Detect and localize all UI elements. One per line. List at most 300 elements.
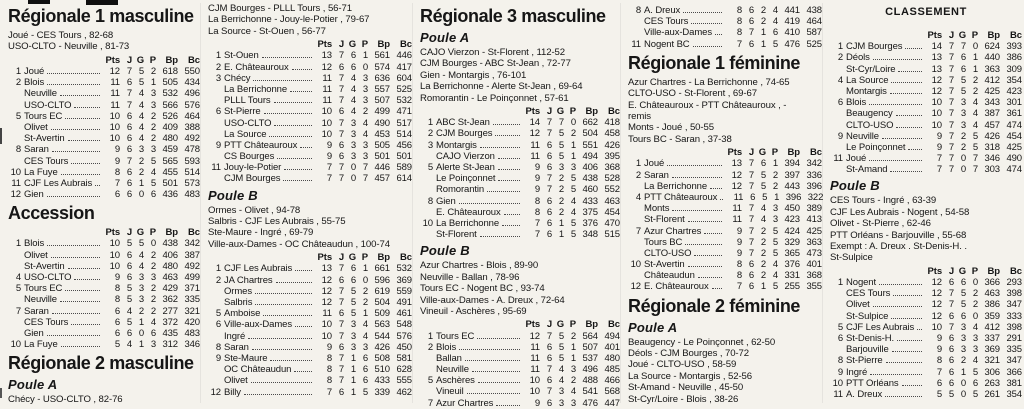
team-cell xyxy=(433,162,523,173)
table-row xyxy=(8,66,200,77)
dotted-leader xyxy=(869,98,922,105)
stat-cell: 11 xyxy=(530,352,540,364)
stat-cell: 478 xyxy=(184,144,200,156)
dotted-leader xyxy=(896,109,922,116)
stat-cell: 0 xyxy=(972,41,978,53)
table-row xyxy=(208,275,412,286)
stat-cell: 490 xyxy=(1006,153,1022,165)
stat-cell: 3 xyxy=(570,161,576,173)
stat-cell: 4 xyxy=(772,5,778,16)
stat-cell: 480 xyxy=(604,352,620,364)
stat-cell: 6 xyxy=(546,150,552,162)
stat-cell: 6 xyxy=(350,274,356,286)
team-cell xyxy=(433,353,523,364)
dotted-leader xyxy=(498,163,520,170)
team-cell xyxy=(221,106,315,117)
stat-cell: 454 xyxy=(1006,130,1022,142)
stat-cell: 1 xyxy=(558,229,564,241)
stat-cell: 12 xyxy=(931,74,942,86)
section-title: CLASSEMENT xyxy=(885,6,967,18)
stat-cell: 7 xyxy=(338,297,344,309)
stat-cell: 10 xyxy=(109,238,120,250)
stat-cell: 5 xyxy=(138,66,144,77)
stat-cell: 9 xyxy=(326,341,332,353)
stat-cell: 4 xyxy=(138,110,144,122)
stat-cell: 557 xyxy=(374,83,390,95)
team-name: Azur Chartres xyxy=(644,225,702,237)
stat-cell: 7 xyxy=(326,162,332,174)
stat-cell: 346 xyxy=(984,153,1000,165)
stat-cell: 6 xyxy=(126,110,132,122)
poule-label: Poule B xyxy=(420,243,470,259)
dotted-leader xyxy=(47,67,100,74)
stat-cell: 457 xyxy=(984,119,1000,131)
stat-cell: 1 xyxy=(760,281,766,293)
stat-cell: 2 xyxy=(150,249,156,261)
dotted-leader xyxy=(882,132,922,139)
stat-cell: 2 xyxy=(972,288,978,300)
stat-cell: 501 xyxy=(162,177,178,189)
dotted-leader xyxy=(276,276,312,283)
column-2 xyxy=(200,3,412,403)
stat-cell: 9 xyxy=(114,272,120,283)
stat-cell: 342 xyxy=(184,238,200,250)
team-cell xyxy=(21,238,103,249)
rank-cell: 3 xyxy=(427,139,433,151)
stat-cell: 3 xyxy=(350,330,356,342)
team-name: Gien xyxy=(24,327,44,339)
stat-cell: 6 xyxy=(338,139,344,151)
team-name: CLTO-USO xyxy=(846,119,894,131)
stat-cell: 2 xyxy=(760,225,766,237)
stat-cell: 12 xyxy=(931,310,942,322)
rank-cell: 1 xyxy=(427,330,433,342)
stat-cell: 7 xyxy=(936,366,942,378)
team-cell xyxy=(641,181,725,192)
stat-cell: 0 xyxy=(960,388,966,400)
table-row xyxy=(208,263,412,274)
team-cell xyxy=(21,88,103,99)
team-name: Blois xyxy=(846,97,867,109)
team-cell xyxy=(641,158,725,169)
stat-cell: 366 xyxy=(1006,366,1022,378)
table-row xyxy=(628,158,822,169)
header-label: Pts xyxy=(105,227,120,239)
result-line: CLTO-USO - St-Florent , 69-67 xyxy=(628,88,757,100)
stat-cell: 7 xyxy=(972,153,978,165)
stat-cell: 10 xyxy=(109,260,120,272)
stat-cell: 7 xyxy=(948,108,954,120)
team-cell xyxy=(843,97,925,108)
stat-cell: 8 xyxy=(114,283,120,295)
stat-cell: 463 xyxy=(984,288,1000,300)
header-label: G xyxy=(556,106,564,118)
standings-table xyxy=(830,266,1022,400)
stat-cell: 419 xyxy=(784,16,800,28)
stat-cell: 9 xyxy=(936,130,942,142)
stat-cell: 6 xyxy=(972,377,978,389)
stat-cell: 7 xyxy=(546,117,552,129)
team-name: St-Denis-H. xyxy=(846,333,894,344)
stat-cell: 7 xyxy=(558,117,564,129)
header-label: Bc xyxy=(608,319,620,331)
dotted-leader xyxy=(891,312,922,319)
stat-cell: 7 xyxy=(546,364,552,376)
stat-cell: 13 xyxy=(731,158,742,170)
stat-cell: 7 xyxy=(748,225,754,237)
team-cell xyxy=(843,311,925,322)
stat-cell: 7 xyxy=(534,217,540,229)
team-name: Aschères xyxy=(436,375,475,387)
team-name: Joué xyxy=(846,153,867,165)
stat-cell: 6 xyxy=(948,366,954,378)
team-name: E. Châteauroux xyxy=(644,281,709,293)
team-cell xyxy=(221,319,315,330)
stat-cell: 5 xyxy=(114,339,120,351)
table-row xyxy=(628,203,822,214)
stat-cell: 3 xyxy=(960,119,966,131)
stat-cell: 11 xyxy=(322,95,332,107)
header-label: G xyxy=(758,147,766,159)
dotted-leader xyxy=(869,154,922,161)
stat-cell: 4 xyxy=(972,97,978,109)
stat-cell: 12 xyxy=(321,61,332,73)
header-label: Pts xyxy=(317,39,332,51)
rank-cell: 9 xyxy=(215,139,221,151)
stat-cell: 9 xyxy=(736,225,742,237)
stat-cell: 2 xyxy=(150,305,156,317)
stat-cell: 12 xyxy=(321,297,332,309)
stat-cell: 5 xyxy=(150,177,156,189)
stat-cell: 435 xyxy=(162,327,178,339)
stat-cell: 12 xyxy=(321,274,332,286)
stat-cell: 3 xyxy=(960,321,966,333)
dotted-leader xyxy=(248,332,312,339)
team-cell xyxy=(641,270,725,281)
table-row xyxy=(8,156,200,167)
stat-cell: 6 xyxy=(126,166,132,178)
standings-header xyxy=(8,227,200,238)
stat-cell: 425 xyxy=(984,85,1000,97)
stat-cell: 2 xyxy=(558,206,564,218)
team-name: St-Avertin xyxy=(644,259,685,271)
team-cell xyxy=(843,41,925,52)
stat-cell: 7 xyxy=(338,364,344,376)
team-name: Olivet xyxy=(24,249,48,261)
rank-cell: 4 xyxy=(837,74,843,86)
stat-cell: 5 xyxy=(350,285,356,297)
stat-cell: 7 xyxy=(546,173,552,185)
stat-cell: 1 xyxy=(362,308,368,320)
dotted-leader xyxy=(898,65,922,72)
stat-cell: 10 xyxy=(931,108,942,120)
section-title: Régionale 2 masculine xyxy=(8,353,194,374)
stat-cell: 376 xyxy=(784,259,800,271)
stat-cell: 4 xyxy=(972,321,978,333)
team-cell xyxy=(843,322,925,333)
stat-cell: 10 xyxy=(529,375,540,387)
dotted-leader xyxy=(68,262,100,269)
table-row xyxy=(628,16,822,27)
team-cell xyxy=(221,297,315,308)
stat-cell: 348 xyxy=(582,229,598,241)
dotted-leader xyxy=(300,141,312,148)
stat-cell: 14 xyxy=(931,41,942,53)
stat-cell: 343 xyxy=(984,97,1000,109)
stat-cell: 470 xyxy=(604,217,620,229)
stat-cell: 6 xyxy=(748,281,754,293)
table-row xyxy=(628,181,822,192)
result-line: Ville-aux-Dames - A. Dreux , 72-64 xyxy=(420,294,565,306)
stat-cell: 6 xyxy=(546,397,552,409)
stat-cell: 7 xyxy=(338,162,344,174)
team-cell xyxy=(641,214,725,225)
table-row xyxy=(628,259,822,270)
stat-cell: 7 xyxy=(338,263,344,275)
stat-cell: 6 xyxy=(362,364,368,376)
team-name: CLTO-USO xyxy=(644,247,692,259)
rank-cell: 1 xyxy=(635,158,641,170)
stat-cell: 464 xyxy=(184,110,200,122)
stat-cell: 6 xyxy=(126,144,132,156)
rank-cell: 12 xyxy=(10,189,21,201)
team-name: Salbris xyxy=(224,297,253,309)
dotted-leader xyxy=(893,289,922,296)
poule-label: Poule A xyxy=(420,30,470,45)
dotted-leader xyxy=(493,118,520,125)
stat-cell: 406 xyxy=(582,161,598,173)
stat-cell: 509 xyxy=(374,308,390,320)
stat-cell: 8 xyxy=(736,270,742,282)
stat-cell: 8 xyxy=(534,195,540,207)
table-row xyxy=(420,353,620,364)
dotted-leader xyxy=(274,96,312,103)
table-row xyxy=(8,261,200,272)
stat-cell: 301 xyxy=(1006,97,1022,109)
stat-cell: 473 xyxy=(806,247,822,259)
table-row xyxy=(420,117,620,128)
stat-cell: 544 xyxy=(374,330,390,342)
stat-cell: 4 xyxy=(570,195,576,207)
result-line: Ormes - Olivet , 94-78 xyxy=(208,204,301,216)
stat-cell: 3 xyxy=(350,151,356,163)
rank-cell: 2 xyxy=(427,341,433,353)
stat-cell: 9 xyxy=(936,141,942,153)
stat-cell: 6 xyxy=(546,352,552,364)
stat-cell: 10 xyxy=(109,110,120,122)
header-label: Bc xyxy=(400,252,412,264)
stat-cell: 335 xyxy=(1006,344,1022,356)
rank-cell: 3 xyxy=(215,72,221,84)
stat-cell: 329 xyxy=(784,236,800,248)
stat-cell: 2 xyxy=(150,260,156,272)
rank-cell: 10 xyxy=(422,217,433,229)
team-cell xyxy=(843,389,925,400)
team-name: ABC St-Jean xyxy=(436,117,490,129)
rank-cell: 1 xyxy=(215,263,221,275)
table-row xyxy=(208,375,412,386)
header-label: G xyxy=(348,39,356,51)
stat-cell: 8 xyxy=(736,259,742,271)
stat-cell: 12 xyxy=(529,128,540,140)
dotted-leader xyxy=(892,345,922,352)
header-label: P xyxy=(569,319,576,331)
stat-cell: 11 xyxy=(732,203,742,215)
team-cell xyxy=(221,140,315,151)
stat-cell: 7 xyxy=(338,72,344,84)
stat-cell: 397 xyxy=(784,169,800,181)
stat-cell: 517 xyxy=(396,117,412,129)
stat-cell: 2 xyxy=(760,5,766,16)
team-cell xyxy=(843,164,925,175)
stat-cell: 354 xyxy=(1006,74,1022,86)
dotted-leader xyxy=(61,168,100,175)
stat-cell: 496 xyxy=(582,364,598,376)
stat-cell: 3 xyxy=(960,333,966,344)
stat-cell: 7 xyxy=(126,88,132,100)
rank-cell: 7 xyxy=(15,305,21,317)
stat-cell: 7 xyxy=(748,247,754,259)
team-cell xyxy=(843,75,925,86)
column-4 xyxy=(620,3,822,403)
dotted-leader xyxy=(61,340,100,347)
stat-cell: 9 xyxy=(736,247,742,259)
stat-cell: 6 xyxy=(126,189,132,201)
stat-cell: 596 xyxy=(374,274,390,286)
stat-cell: 10 xyxy=(931,321,942,333)
stat-cell: 455 xyxy=(162,166,178,178)
header-label: Bc xyxy=(400,39,412,51)
dotted-leader xyxy=(472,365,520,372)
poule-label: Poule A xyxy=(628,319,678,335)
stat-cell: 2 xyxy=(772,180,778,192)
stat-cell: 321 xyxy=(984,355,1000,367)
stat-cell: 1 xyxy=(760,27,766,39)
dotted-leader xyxy=(244,388,312,395)
stat-cell: 322 xyxy=(807,191,824,203)
team-cell xyxy=(843,378,925,389)
header-label: G xyxy=(958,265,966,277)
stat-cell: 12 xyxy=(931,299,942,311)
stat-cell: 2 xyxy=(972,299,978,311)
stat-cell: 438 xyxy=(806,5,822,16)
team-name: Nogent BC xyxy=(644,38,690,50)
stat-cell: 5 xyxy=(960,299,966,311)
stat-cell: 1 xyxy=(138,316,144,328)
table-row xyxy=(628,214,822,225)
stat-cell: 6 xyxy=(748,16,754,28)
stat-cell: 7 xyxy=(936,164,942,176)
stat-cell: 7 xyxy=(338,83,344,95)
team-name: CES Tours xyxy=(644,16,689,28)
team-cell xyxy=(221,162,315,173)
stat-cell: 504 xyxy=(582,128,598,140)
rank-cell: 6 xyxy=(215,106,221,118)
stat-cell: 366 xyxy=(984,277,1000,289)
poule-label: Poule B xyxy=(208,187,258,203)
team-name: CJF Les Aubrais xyxy=(24,177,93,189)
stat-cell: 372 xyxy=(162,316,178,328)
dotted-leader xyxy=(879,278,922,285)
stat-cell: 2 xyxy=(570,128,576,140)
dotted-leader xyxy=(480,141,520,148)
rank-cell: 1 xyxy=(427,117,433,129)
team-name: Jouy-le-Potier xyxy=(224,162,282,174)
stat-cell: 7 xyxy=(748,203,754,215)
stat-cell: 6 xyxy=(546,375,552,387)
dotted-leader xyxy=(459,343,520,350)
stat-cell: 6 xyxy=(114,189,120,201)
dotted-leader xyxy=(277,152,312,159)
team-name: USO-CLTO xyxy=(24,99,72,111)
team-name: Blois xyxy=(24,238,45,250)
team-name: St-Florent xyxy=(436,229,477,241)
stat-cell: 0 xyxy=(570,117,576,129)
stat-cell: 9 xyxy=(534,397,540,409)
team-cell xyxy=(221,84,315,95)
rank-cell: 8 xyxy=(427,195,433,207)
stat-cell: 10 xyxy=(529,386,540,398)
team-cell xyxy=(21,167,103,178)
stat-cell: 463 xyxy=(162,272,178,283)
dotted-leader xyxy=(712,282,722,289)
stat-cell: 2 xyxy=(960,355,966,367)
standings-table xyxy=(420,106,620,240)
stat-cell: 12 xyxy=(731,180,742,192)
table-row xyxy=(830,344,1022,355)
table-row xyxy=(830,120,1022,131)
stat-cell: 568 xyxy=(604,386,620,398)
table-row xyxy=(830,367,1022,378)
table-row xyxy=(8,339,200,350)
stat-cell: 5 xyxy=(760,180,766,192)
stat-cell: 5 xyxy=(772,236,778,248)
stat-cell: 261 xyxy=(984,388,1000,400)
stat-cell: 1 xyxy=(772,158,778,170)
result-line: St-Amand - Neuville , 45-50 xyxy=(628,382,744,394)
team-name: CJM Bourges xyxy=(436,128,493,140)
dotted-leader xyxy=(890,87,922,94)
stat-cell: 6 xyxy=(338,106,344,118)
stat-cell: 363 xyxy=(806,236,822,248)
stat-cell: 0 xyxy=(350,173,356,185)
stat-cell: 4 xyxy=(138,121,144,133)
stat-cell: 5 xyxy=(558,139,564,151)
team-cell xyxy=(221,286,315,297)
stat-cell: 3 xyxy=(138,294,144,306)
stat-cell: 7 xyxy=(748,27,754,39)
dotted-leader xyxy=(252,343,312,350)
team-cell xyxy=(433,364,523,375)
table-row xyxy=(208,173,412,184)
stat-cell: 7 xyxy=(338,319,344,331)
rank-cell: 2 xyxy=(427,128,433,140)
stat-cell: 7 xyxy=(748,180,754,192)
standings-table xyxy=(628,5,822,50)
header-label: Pts xyxy=(525,106,540,118)
result-line: La Source - St-Ouen , 56-77 xyxy=(208,25,326,37)
stat-cell: 0 xyxy=(362,274,368,286)
table-row xyxy=(830,108,1022,119)
team-name: Beaugency xyxy=(846,108,893,120)
team-cell xyxy=(221,353,315,364)
stat-cell: 1 xyxy=(350,386,356,398)
team-cell xyxy=(21,189,103,200)
team-cell xyxy=(641,281,725,292)
table-row xyxy=(208,129,412,140)
standings-table xyxy=(830,30,1022,175)
table-row xyxy=(8,133,200,144)
